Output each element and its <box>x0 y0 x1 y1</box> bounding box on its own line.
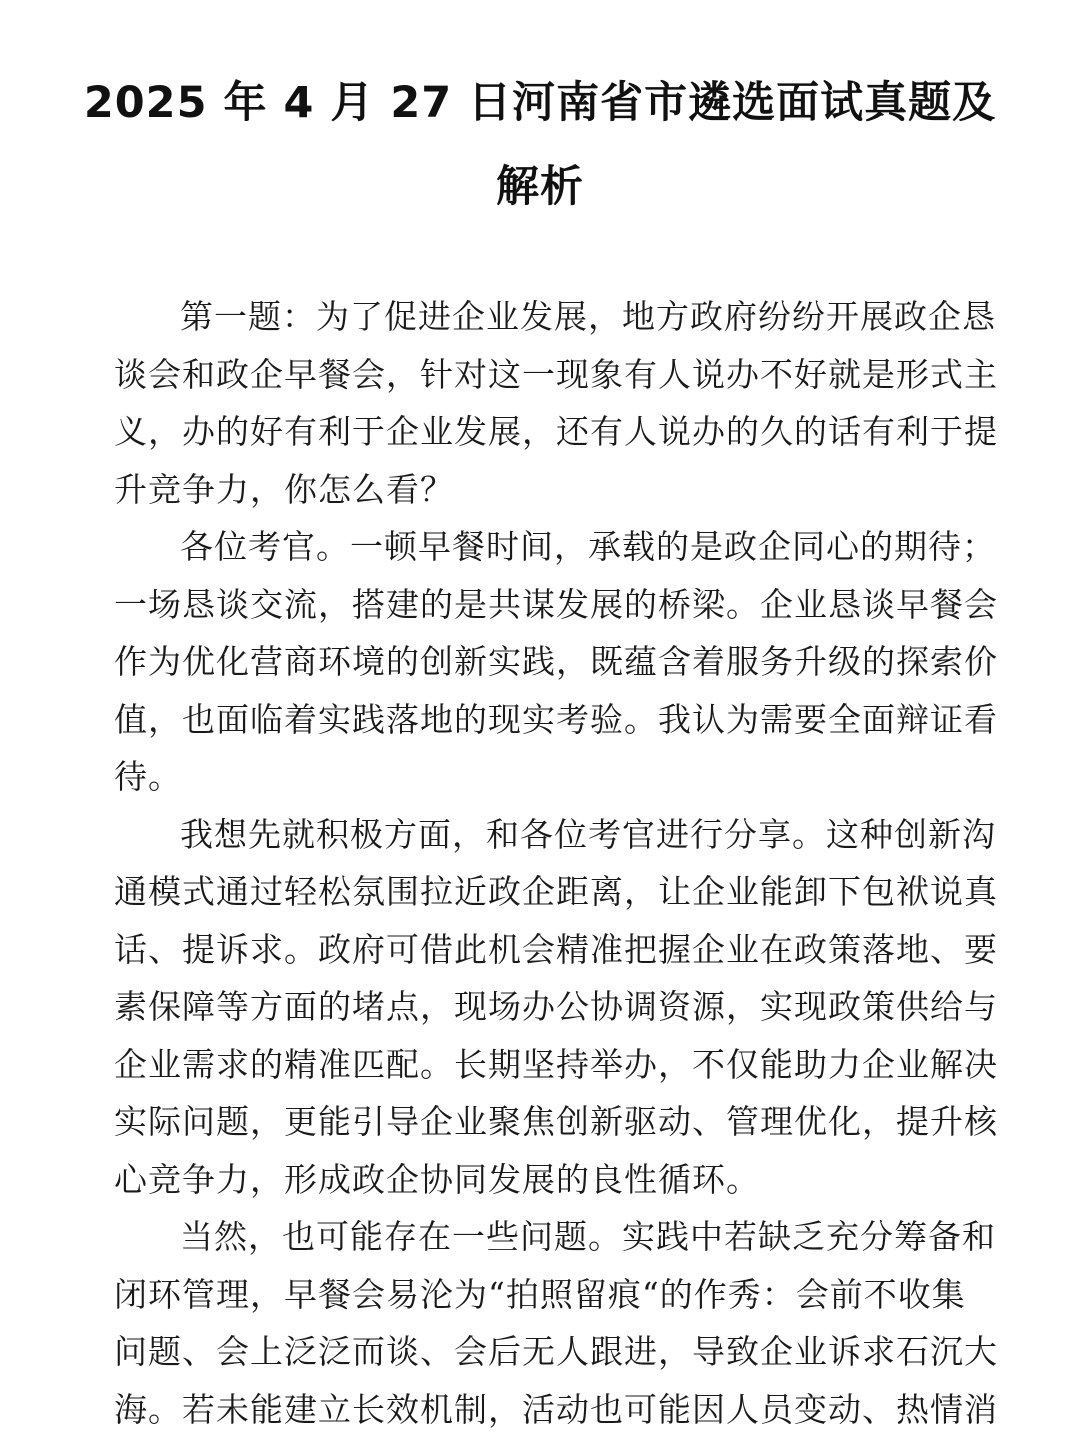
text-line: 谈会和政企早餐会，针对这一现象有人说办不好就是形式主 <box>114 346 964 404</box>
text-line: 我想先就积极方面，和各位考官进行分享。这种创新沟 <box>114 806 964 864</box>
paragraph-positive <box>114 806 964 1209</box>
text-line: 当然，也可能存在一些问题。实践中若缺乏充分筹备和 <box>114 1208 964 1266</box>
text-line: 心竞争力，形成政企协同发展的良性循环。 <box>114 1151 964 1209</box>
text-line: 问题、会上泛泛而谈、会后无人跟进，导致企业诉求石沉大 <box>114 1323 964 1381</box>
document-title-line-1: 2025 年 4 月 27 日河南省市遴选面试真题及 <box>60 82 1020 125</box>
text-line: 企业需求的精准匹配。长期坚持举办，不仅能助力企业解决 <box>114 1036 964 1094</box>
text-line: 各位考官。一顿早餐时间，承载的是政企同心的期待； <box>114 518 964 576</box>
text-line: 实际问题，更能引导企业聚焦创新驱动、管理优化，提升核 <box>114 1093 964 1151</box>
text-line: 义，办的好有利于企业发展，还有人说办的久的话有利于提 <box>114 403 964 461</box>
text-line: 待。 <box>114 748 964 806</box>
paragraph-problems <box>114 1208 964 1438</box>
document-body <box>114 288 964 1438</box>
document-title-line-2: 解析 <box>60 166 1020 209</box>
text-line: 话、提诉求。政府可借此机会精准把握企业在政策落地、要 <box>114 921 964 979</box>
text-line: 海。若未能建立长效机制，活动也可能因人员变动、热情消 <box>114 1381 964 1438</box>
text-line: 第一题：为了促进企业发展，地方政府纷纷开展政企恳 <box>114 288 964 346</box>
text-line: 升竞争力，你怎么看？ <box>114 461 964 519</box>
text-line: 作为优化营商环境的创新实践，既蕴含着服务升级的探索价 <box>114 633 964 691</box>
text-line: 值，也面临着实践落地的现实考验。我认为需要全面辩证看 <box>114 691 964 749</box>
text-line: 一场恳谈交流，搭建的是共谋发展的桥梁。企业恳谈早餐会 <box>114 576 964 634</box>
paragraph-question <box>114 288 964 518</box>
text-line: 素保障等方面的堵点，现场办公协调资源，实现政策供给与 <box>114 978 964 1036</box>
text-line: 通模式通过轻松氛围拉近政企距离，让企业能卸下包袱说真 <box>114 863 964 921</box>
paragraph-intro <box>114 518 964 806</box>
text-line: 闭环管理，早餐会易沦为“拍照留痕“的作秀：会前不收集 <box>114 1266 964 1324</box>
